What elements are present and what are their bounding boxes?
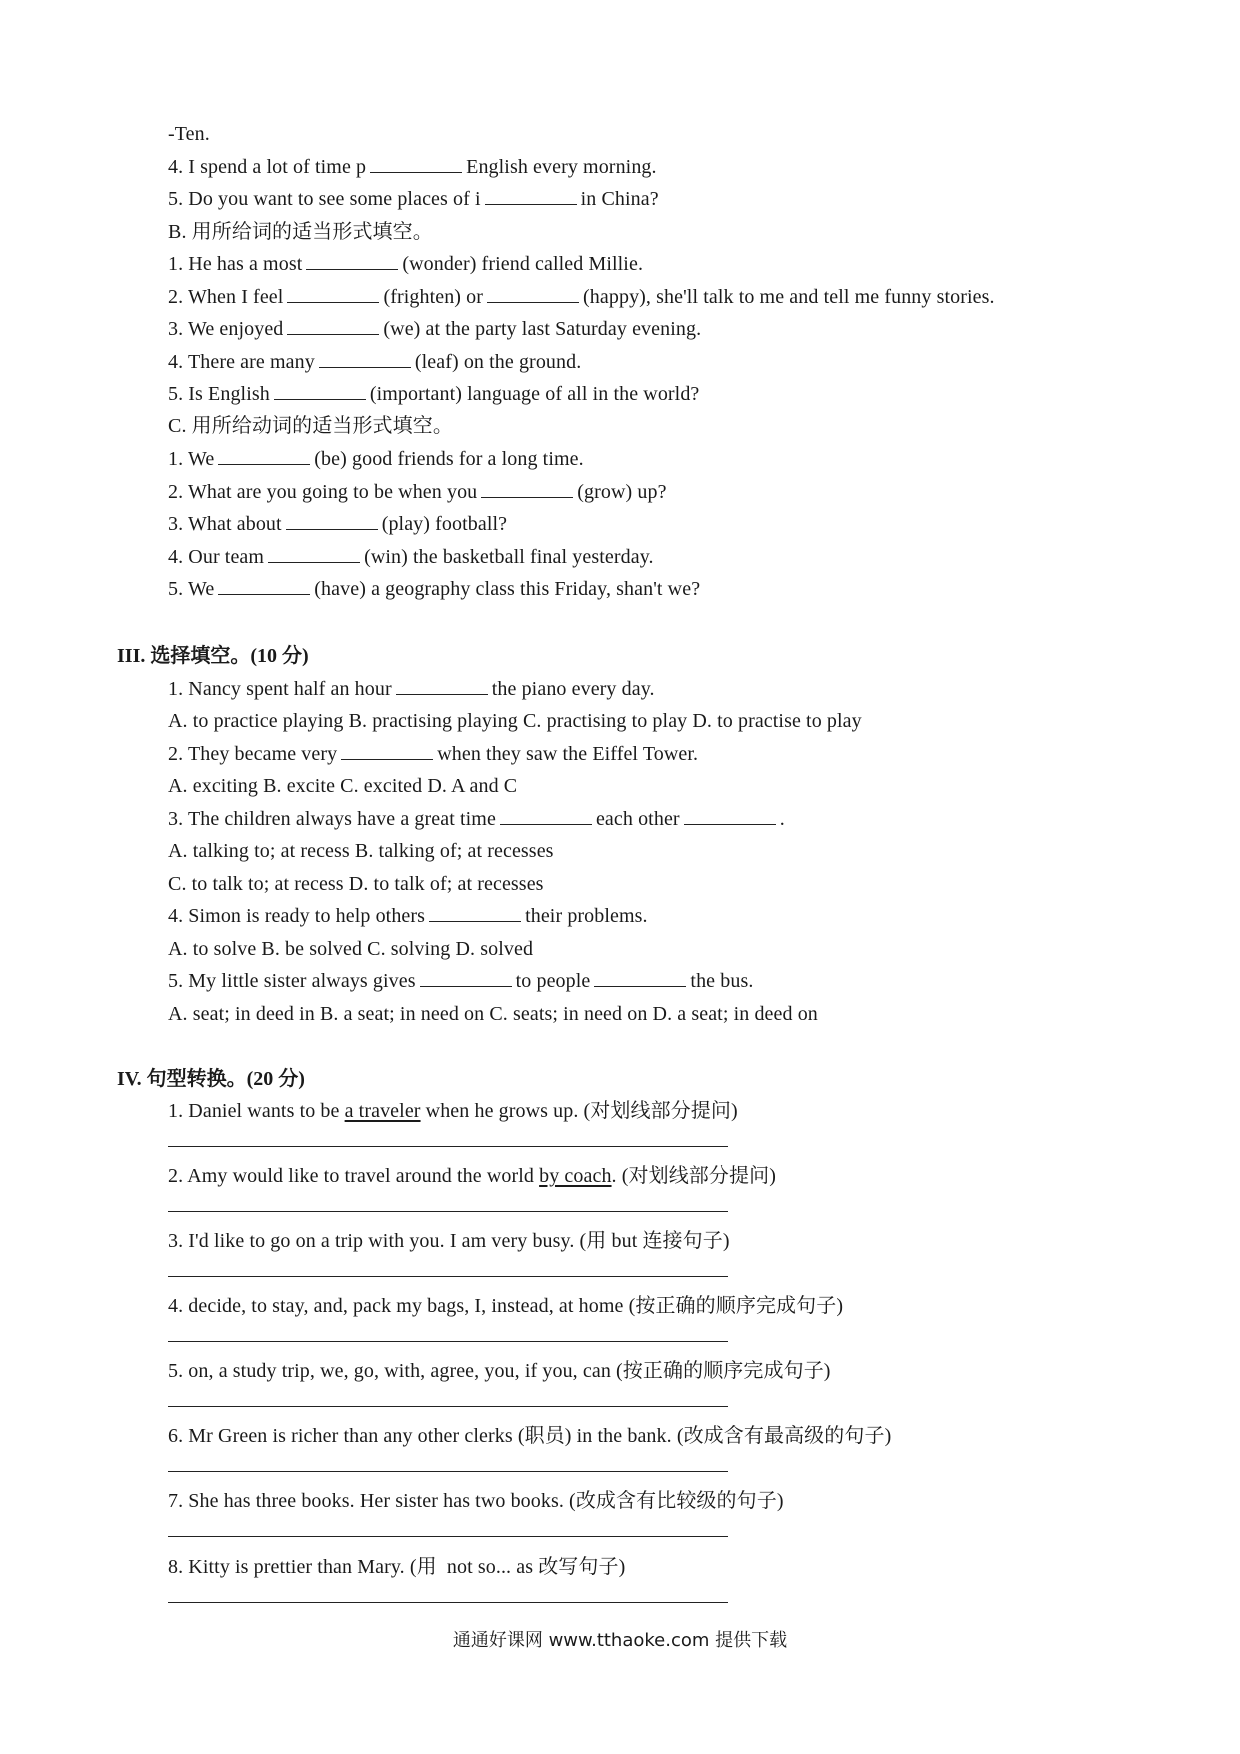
blank[interactable] — [306, 252, 398, 270]
blank[interactable] — [396, 677, 488, 695]
question-c3: 3. What about (play) football? — [168, 513, 508, 535]
question-c1: 1. We (be) good friends for a long time. — [168, 448, 584, 470]
answer-line-4-6[interactable] — [168, 1471, 728, 1472]
question-b3: 3. We enjoyed (we) at the party last Saturday evening. — [168, 318, 702, 340]
question-3-2: 2. They became very when they saw the Eiffel Tower. — [168, 743, 699, 765]
options-3-4: A. to solve B. be solved C. solving D. solved — [168, 938, 534, 960]
question-4-6: 6. Mr Green is richer than any other clerks (职员) in the bank. (改成含有最高级的句子) — [168, 1425, 892, 1447]
blank[interactable] — [268, 545, 360, 563]
section-c-title: C. 用所给动词的适当形式填空。 — [168, 415, 453, 437]
blank[interactable] — [341, 742, 433, 760]
options-3-2: A. exciting B. excite C. excited D. A and C — [168, 775, 518, 797]
answer-line-4-7[interactable] — [168, 1536, 728, 1537]
question-b1: 1. He has a most (wonder) friend called Millie. — [168, 253, 644, 275]
question-4-7: 7. She has three books. Her sister has two books. (改成含有比较级的句子) — [168, 1490, 784, 1512]
options-3-3a: A. talking to; at recess B. talking of; at recesses — [168, 840, 554, 862]
question-4-3: 3. I'd like to go on a trip with you. I am very busy. (用 but 连接句子) — [168, 1230, 730, 1252]
question-3-4: 4. Simon is ready to help others their problems. — [168, 905, 648, 927]
options-3-3b: C. to talk to; at recess D. to talk of; at recesses — [168, 873, 544, 895]
question-4-8: 8. Kitty is prettier than Mary. (用 not so... as 改写句子) — [168, 1556, 626, 1578]
blank[interactable] — [684, 807, 776, 825]
blank[interactable] — [487, 285, 579, 303]
page-footer: 通通好课网 www.tthaoke.com 提供下载 — [452, 1630, 788, 1651]
question-c4: 4. Our team (win) the basketball final yesterday. — [168, 546, 654, 568]
question-c2: 2. What are you going to be when you (grow) up? — [168, 481, 667, 503]
blank[interactable] — [429, 904, 521, 922]
underlined-phrase: a traveler — [344, 1100, 421, 1122]
question-b5: 5. Is English (important) language of all in the world? — [168, 383, 700, 405]
blank[interactable] — [218, 447, 310, 465]
blank[interactable] — [218, 577, 310, 595]
underlined-phrase: by coach — [539, 1165, 612, 1187]
question-c5: 5. We (have) a geography class this Friday, shan't we? — [168, 578, 701, 600]
answer-line-4-8[interactable] — [168, 1602, 728, 1603]
question-a4: 4. I spend a lot of time p English every morning. — [168, 156, 657, 178]
answer-line-4-5[interactable] — [168, 1406, 728, 1407]
question-3-1: 1. Nancy spent half an hour the piano every day. — [168, 678, 655, 700]
options-3-1: A. to practice playing B. practising playing C. practising to play D. to practise to play — [168, 710, 862, 732]
blank[interactable] — [420, 969, 512, 987]
question-4-1: 1. Daniel wants to be a traveler when he grows up. (对划线部分提问) — [168, 1100, 738, 1122]
answer-line-4-3[interactable] — [168, 1276, 728, 1277]
blank[interactable] — [287, 317, 379, 335]
answer-line-4-2[interactable] — [168, 1211, 728, 1212]
question-4-2: 2. Amy would like to travel around the world by coach. (对划线部分提问) — [168, 1165, 776, 1187]
question-3-3: 3. The children always have a great time each other . — [168, 808, 785, 830]
blank[interactable] — [286, 512, 378, 530]
answer-line-4-4[interactable] — [168, 1341, 728, 1342]
section-4-title: IV. 句型转换。(20 分) — [117, 1068, 305, 1090]
question-4-4: 4. decide, to stay, and, pack my bags, I, instead, at home (按正确的顺序完成句子) — [168, 1295, 844, 1317]
section-3-title: III. 选择填空。(10 分) — [117, 645, 309, 667]
blank[interactable] — [370, 155, 462, 173]
blank[interactable] — [594, 969, 686, 987]
question-b4: 4. There are many (leaf) on the ground. — [168, 351, 582, 373]
answer-ten: -Ten. — [168, 123, 210, 145]
blank[interactable] — [485, 187, 577, 205]
question-a5: 5. Do you want to see some places of i in China? — [168, 188, 659, 210]
blank[interactable] — [287, 285, 379, 303]
blank[interactable] — [500, 807, 592, 825]
blank[interactable] — [274, 382, 366, 400]
blank[interactable] — [319, 350, 411, 368]
options-3-5: A. seat; in deed in B. a seat; in need on C. seats; in need on D. a seat; in deed on — [168, 1003, 818, 1025]
section-b-title: B. 用所给词的适当形式填空。 — [168, 221, 433, 243]
question-b2: 2. When I feel (frighten) or (happy), she'll talk to me and tell me funny stories. — [168, 286, 995, 308]
question-4-5: 5. on, a study trip, we, go, with, agree, you, if you, can (按正确的顺序完成句子) — [168, 1360, 831, 1382]
question-3-5: 5. My little sister always gives to people the bus. — [168, 970, 754, 992]
blank[interactable] — [481, 480, 573, 498]
answer-line-4-1[interactable] — [168, 1146, 728, 1147]
